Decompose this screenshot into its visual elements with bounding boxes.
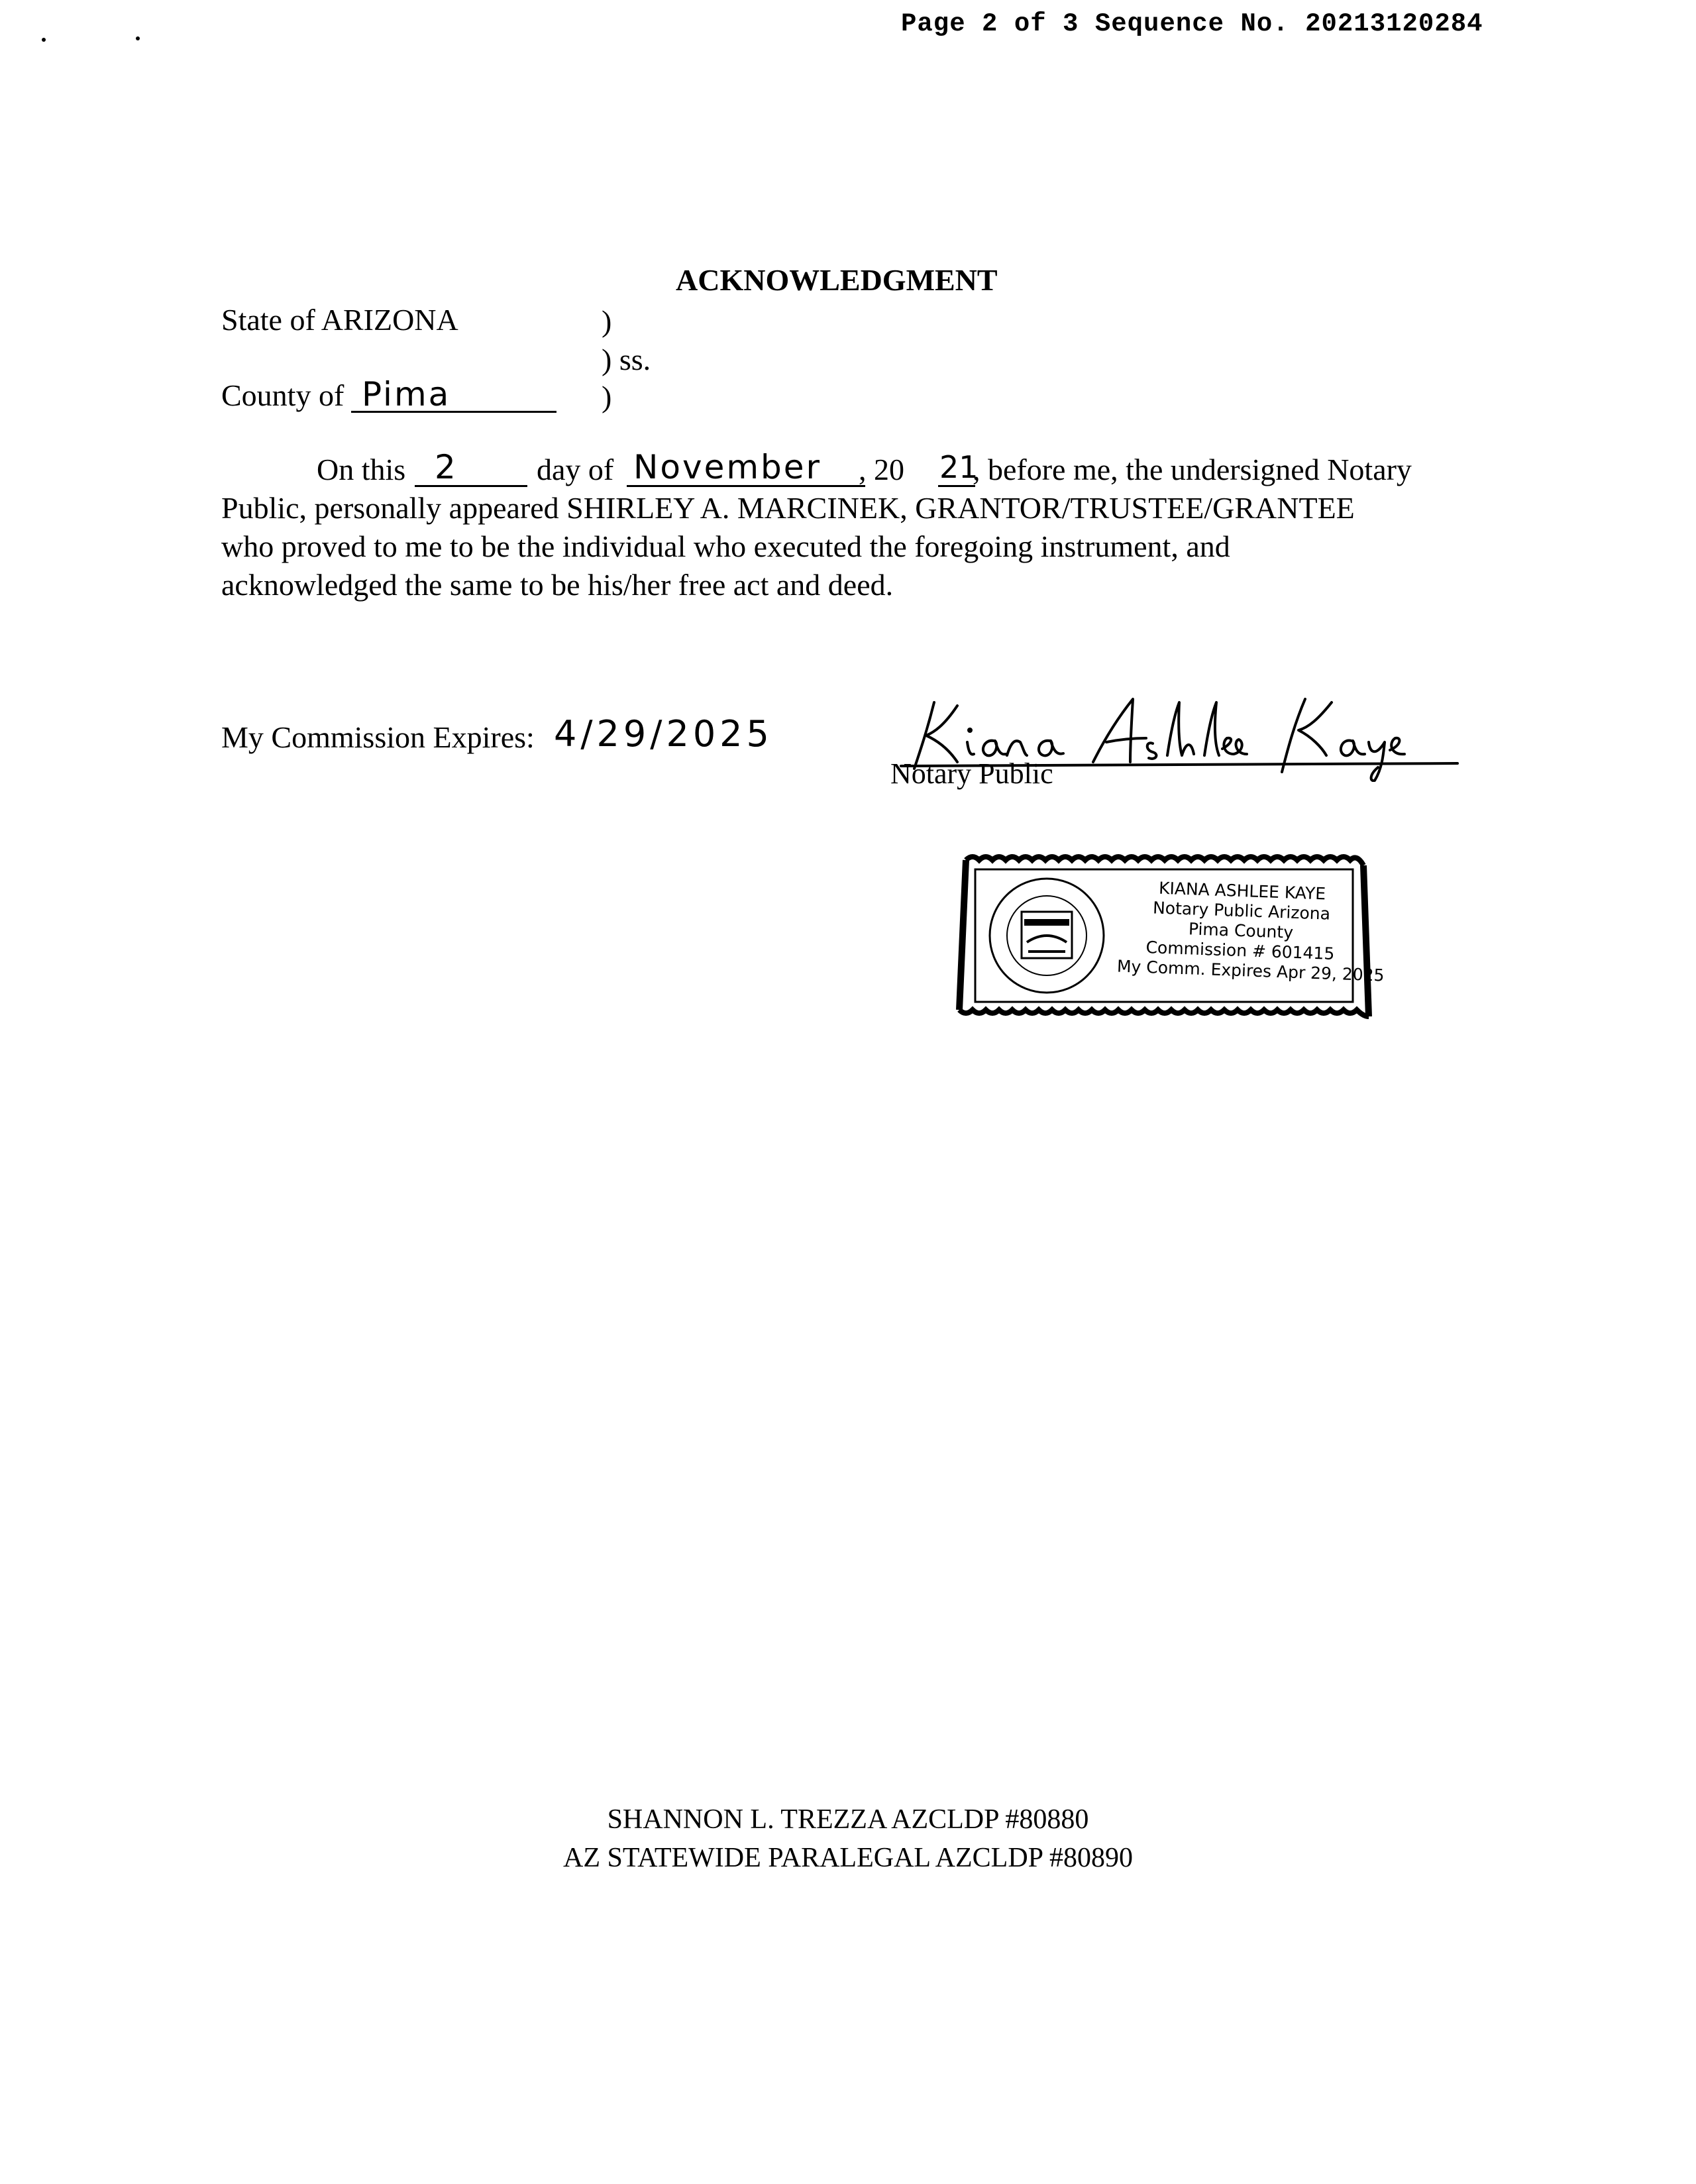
year-handwritten-value: 21 — [939, 449, 979, 485]
scan-specks — [40, 32, 159, 48]
day-blank-line — [415, 485, 527, 487]
line1-rest-text: , before me, the undersigned Notary — [973, 453, 1412, 486]
stamp-title: Notary Public Arizona — [1152, 898, 1331, 924]
county-blank-line — [351, 411, 556, 413]
day-of-text: day of — [537, 453, 614, 486]
on-this-text: On this — [317, 453, 406, 486]
year-prefix-text: , 20 — [859, 453, 904, 486]
venue-paren-ss: ) ss. — [602, 343, 651, 376]
body-line-4: acknowledged the same to be his/her free act and deed. — [221, 568, 894, 602]
scan-speck-icon — [40, 32, 159, 45]
notary-public-caption: Notary Public — [890, 757, 1053, 790]
year-blank-line — [938, 485, 975, 487]
venue-paren-1: ) — [602, 304, 612, 338]
day-handwritten-value: 2 — [435, 448, 458, 486]
footer-line-2: AZ STATEWIDE PARALEGAL AZCLDP #80890 — [563, 1843, 1133, 1873]
commission-expires-handwritten-value: 4/29/2025 — [554, 713, 773, 755]
venue-paren-3: ) — [602, 380, 612, 413]
body-line-3: who proved to me to be the individual who executed the foregoing instrument, and — [221, 529, 1230, 563]
county-label: County of — [221, 378, 344, 412]
state-label: State of ARIZONA — [221, 303, 458, 337]
document-title: ACKNOWLEDGMENT — [676, 263, 998, 297]
stamp-text-block — [1116, 877, 1385, 985]
body-line-2: Public, personally appeared SHIRLEY A. MARCINEK, GRANTOR/TRUSTEE/GRANTEE — [221, 491, 1355, 525]
county-handwritten-value: Pima — [362, 375, 451, 413]
page-sequence-header: Page 2 of 3 Sequence No. 20213120284 — [901, 9, 1483, 38]
month-handwritten-value: November — [633, 448, 822, 486]
notary-stamp — [954, 846, 1385, 1026]
stamp-notary-name: KIANA ASHLEE KAYE — [1158, 878, 1326, 904]
stamp-commission-number: Commission # 601415 — [1145, 938, 1335, 963]
footer-line-1: SHANNON L. TREZZA AZCLDP #80880 — [607, 1804, 1089, 1835]
stamp-county: Pima County — [1188, 919, 1294, 942]
stamp-commission-expires: My Comm. Expires Apr 29, 2025 — [1116, 956, 1385, 985]
month-blank-line — [627, 485, 865, 487]
commission-expires-label: My Commission Expires: — [221, 720, 535, 754]
